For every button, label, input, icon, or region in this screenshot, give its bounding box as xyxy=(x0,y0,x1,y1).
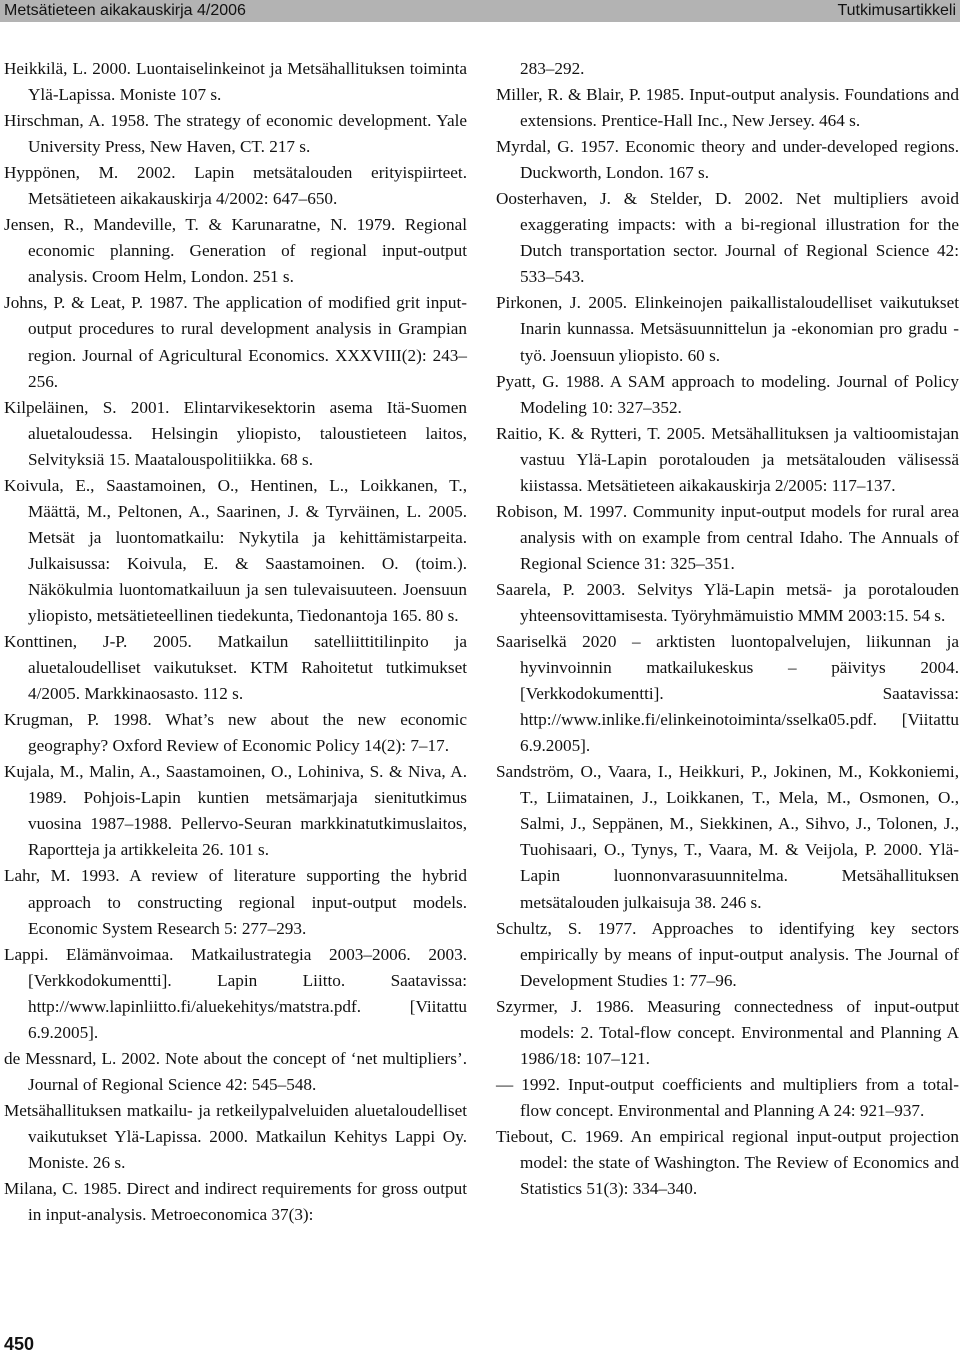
reference-entry: Johns, P. & Leat, P. 1987. The application of modified grit input-output procedures to rural development analysis in Grampian region. Journal of Agricultural Economics. XXXVIII(2): 243–256. xyxy=(4,293,467,391)
reference-entry: Szyrmer, J. 1986. Measuring connectedness of input-output models: 2. Total-flow concept. Environmental and Planning A 1986/18: 107–121. xyxy=(496,996,959,1068)
reference-entry: Oosterhaven, J. & Stelder, D. 2002. Net multipliers avoid exaggerating impacts: with a bi-regional illustration for the Dutch transportation sector. Journal of Regional Science 42: 533–543. xyxy=(496,189,959,287)
reference-entry: — 1992. Input-output coefficients and multipliers from a total-flow concept. Environmental and Planning A 24: 921–937. xyxy=(496,1074,959,1120)
reference-entry: Kilpeläinen, S. 2001. Elintarvikesektorin asema Itä-Suomen aluetaloudessa. Helsingin yliopisto, taloustieteen laitos, Selvityksiä 15. Maatalouspolitiikka. 68 s. xyxy=(4,397,467,469)
reference-entry: Tiebout, C. 1969. An empirical regional input-output projection model: the state of Washington. The Review of Economics and Statistics 51(3): 334–340. xyxy=(496,1126,959,1199)
reference-entry: Myrdal, G. 1957. Economic theory and under-developed regions. Duckworth, London. 167 s. xyxy=(496,137,959,183)
reference-column-left xyxy=(4,56,467,1228)
reference-entry: Saarela, P. 2003. Selvitys Ylä-Lapin metsä- ja porotalouden yhteensovittamisesta. Työryhmämuistio MMM 2003:15. 54 s. xyxy=(496,579,959,625)
journal-title: Metsätieteen aikakauskirja 4/2006 xyxy=(4,2,246,19)
reference-entry: Raitio, K. & Rytteri, T. 2005. Metsähallituksen ja valtioomistajan vastuu Ylä-Lapin porotalouden ja metsätalouden välisessä kiistassa. Metsätieteen aikakauskirja 2/2005: 117–137. xyxy=(496,423,959,495)
reference-entry: Koivula, E., Saastamoinen, O., Hentinen, L., Loikkanen, T., Määttä, M., Peltonen, A., Saarinen, J. & Tyrväinen, L. 2005. Metsät ja luontomatkailu: Nykytila ja kehittämistarpeita. Julkaisussa: Koivula, E. & Saastamoinen. O. (toim.). Näkökulmia luontomatkailuun ja sen tulevaisuuteen. Joensuun yliopisto, metsätieteellinen tiedekunta, Tiedonantoja 165. 80 s. xyxy=(4,475,467,625)
reference-entry: Jensen, R., Mandeville, T. & Karunaratne, N. 1979. Regional economic planning. Generation of regional input-output analysis. Croom Helm, London. 251 s. xyxy=(4,215,467,287)
reference-entry: Konttinen, J-P. 2005. Matkailun satelliittitilinpito ja aluetaloudelliset vaikutukset. KTM Rahoitetut tutkimukset 4/2005. Markkinaosasto. 112 s. xyxy=(4,632,467,704)
reference-continuation: 283–292. xyxy=(520,59,585,78)
page-header xyxy=(0,0,960,22)
reference-entry: Heikkilä, L. 2000. Luontaiselinkeinot ja Metsähallituksen toiminta Ylä-Lapissa. Moniste 107 s. xyxy=(4,59,467,105)
reference-entry: Sandström, O., Vaara, I., Heikkuri, P., Jokinen, M., Kokkoniemi, T., Liimatainen, J., Loikkanen, T., Mela, M., Osmonen, O., Salmi, J., Seppänen, M., Siekkinen, A., Sihvo, J., Tolonen, J., Tuohisaari, O., Tynys, T., Vaara, M. & Veijola, P. 2000. Ylä-Lapin luonnonvarasuunnitelma. Metsähallituksen metsätalouden julkaisuja 38. 246 s. xyxy=(496,762,959,912)
reference-entry: de Messnard, L. 2002. Note about the concept of ‘net multipliers’. Journal of Regional Science 42: 545–548. xyxy=(4,1048,467,1094)
reference-entry: Saariselkä 2020 – arktisten luontopalvelujen, liikunnan ja hyvinvoinnin matkailukeskus – päivitys 2004. [Verkkodokumentti]. Saatavissa: http://www.inlike.fi/elinkeinotoiminta/sselka05.pdf. [Viitattu 6.9.2005]. xyxy=(496,632,959,756)
reference-entry: Kujala, M., Malin, A., Saastamoinen, O., Lohiniva, S. & Niva, A. 1989. Pohjois-Lapin kuntien metsämarjaja sienitutkimus vuosina 1987–1988. Pellervo-Seuran markkinatutkimuslaitos, Raportteja ja artikkeleita 26. 101 s. xyxy=(4,762,467,860)
reference-entry: Milana, C. 1985. Direct and indirect requirements for gross output in input-analysis. Metroeconomica 37(3): xyxy=(4,1179,467,1225)
reference-entry: Lahr, M. 1993. A review of literature supporting the hybrid approach to constructing regional input-output models. Economic System Research 5: 277–293. xyxy=(4,866,467,938)
reference-entry: Krugman, P. 1998. What’s new about the new economic geography? Oxford Review of Economic Policy 14(2): 7–17. xyxy=(4,710,467,756)
reference-entry: Hyppönen, M. 2002. Lapin metsätalouden erityispiirteet. Metsätieteen aikakauskirja 4/2002: 647–650. xyxy=(4,163,467,209)
reference-entry: Miller, R. & Blair, P. 1985. Input-output analysis. Foundations and extensions. Prentice-Hall Inc., New Jersey. 464 s. xyxy=(496,85,959,131)
reference-entry: Pirkonen, J. 2005. Elinkeinojen paikallistaloudelliset vaikutukset Inarin kunnassa. Metsäsuunnittelun ja -ekonomian pro gradu -työ. Joensuun yliopisto. 60 s. xyxy=(496,293,959,365)
reference-entry: Hirschman, A. 1958. The strategy of economic development. Yale University Press, New Haven, CT. 217 s. xyxy=(4,111,467,157)
page-number: 450 xyxy=(4,1334,35,1354)
reference-entry: Pyatt, G. 1988. A SAM approach to modeling. Journal of Policy Modeling 10: 327–352. xyxy=(496,371,959,417)
section-label: Tutkimusartikkeli xyxy=(837,2,956,19)
reference-entry: Robison, M. 1997. Community input-output models for rural area analysis with on example from central Idaho. The Annuals of Regional Science 31: 325–351. xyxy=(496,501,959,573)
reference-column-right xyxy=(496,56,959,1202)
reference-entry: Metsähallituksen matkailu- ja retkeilypalveluiden aluetaloudelliset vaikutukset Ylä-Lapissa. 2000. Matkailun Kehitys Lappi Oy. Moniste. 26 s. xyxy=(4,1100,467,1172)
reference-entry: Schultz, S. 1977. Approaches to identifying key sectors empirically by means of input-output analysis. The Journal of Development Studies 1: 77–96. xyxy=(496,918,959,990)
reference-entry: Lappi. Elämänvoimaa. Matkailustrategia 2003–2006. 2003. [Verkkodokumentti]. Lapin Liitto. Saatavissa: http://www.lapinliitto.fi/aluekehitys/matstra.pdf. [Viitattu 6.9.2005]. xyxy=(4,944,467,1042)
